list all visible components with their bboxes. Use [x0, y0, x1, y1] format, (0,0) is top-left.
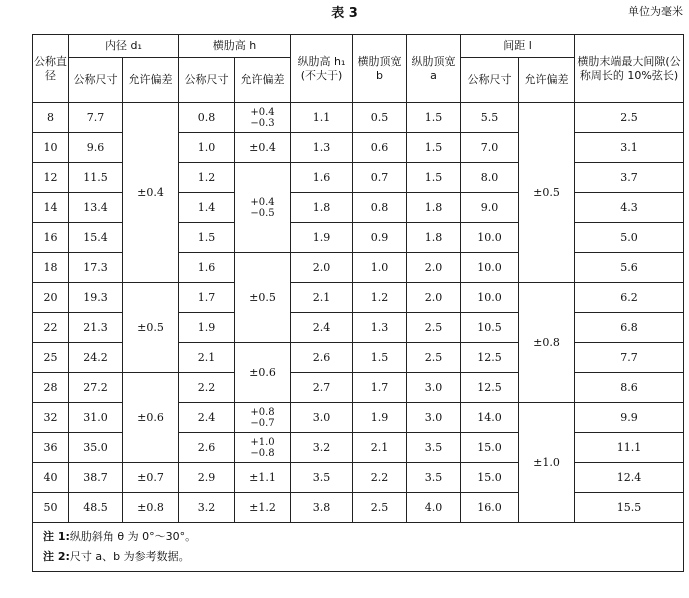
- cell-a: 2.0: [407, 253, 461, 283]
- cell-h1: 1.8: [291, 193, 353, 223]
- cell-h: 2.4: [179, 403, 235, 433]
- note-1: [43, 527, 673, 547]
- cell-diameter: 50: [33, 493, 69, 523]
- cell-a: 3.5: [407, 433, 461, 463]
- cell-h: 1.0: [179, 133, 235, 163]
- cell-a: 1.8: [407, 223, 461, 253]
- header-l-tolerance: 允许偏差: [519, 58, 575, 103]
- table-row: [33, 493, 684, 523]
- cell-a: 2.0: [407, 283, 461, 313]
- cell-l-tolerance: ±0.8: [519, 283, 575, 403]
- cell-h1: 3.8: [291, 493, 353, 523]
- cell-b: 2.2: [353, 463, 407, 493]
- header-d1-tolerance: 允许偏差: [123, 58, 179, 103]
- cell-h1: 1.9: [291, 223, 353, 253]
- cell-h1: 1.1: [291, 103, 353, 133]
- cell-h1: 3.0: [291, 403, 353, 433]
- cell-d1: 35.0: [69, 433, 123, 463]
- table-notes: [33, 523, 684, 572]
- cell-d1: 9.6: [69, 133, 123, 163]
- cell-diameter: 25: [33, 343, 69, 373]
- cell-h1: 3.5: [291, 463, 353, 493]
- cell-a: 3.0: [407, 403, 461, 433]
- cell-h: 3.2: [179, 493, 235, 523]
- cell-b: 0.9: [353, 223, 407, 253]
- cell-b: 1.5: [353, 343, 407, 373]
- cell-gap: 6.2: [575, 283, 684, 313]
- cell-h: 1.2: [179, 163, 235, 193]
- cell-diameter: 40: [33, 463, 69, 493]
- cell-d1: 15.4: [69, 223, 123, 253]
- cell-l: 10.5: [461, 313, 519, 343]
- cell-d1-tolerance: ±0.4: [123, 103, 179, 283]
- table-row: [33, 283, 684, 313]
- header-long-rib-height: [291, 35, 353, 103]
- cell-diameter: 22: [33, 313, 69, 343]
- cell-h-tolerance: ±1.2: [235, 493, 291, 523]
- cell-b: 2.1: [353, 433, 407, 463]
- note-2-label: 注 2:: [43, 550, 70, 563]
- cell-b: 2.5: [353, 493, 407, 523]
- cell-l: 16.0: [461, 493, 519, 523]
- cell-a: 3.5: [407, 463, 461, 493]
- cell-a: 3.0: [407, 373, 461, 403]
- cell-l: 12.5: [461, 373, 519, 403]
- table-title: 表 3: [331, 6, 358, 21]
- cell-l-tolerance: ±0.5: [519, 103, 575, 283]
- cell-gap: 6.8: [575, 313, 684, 343]
- cell-h: 1.4: [179, 193, 235, 223]
- tol-lower: −0.8: [250, 447, 275, 459]
- cell-diameter: 18: [33, 253, 69, 283]
- cell-d1: 48.5: [69, 493, 123, 523]
- header-max-gap: 横肋末端最大间隙(公称周长的 10%弦长): [575, 35, 684, 103]
- header-rib-top-width: 横肋顶宽 b: [353, 35, 407, 103]
- cell-d1-tolerance: ±0.7: [123, 463, 179, 493]
- cell-d1: 11.5: [69, 163, 123, 193]
- cell-d1: 21.3: [69, 313, 123, 343]
- cell-b: 1.0: [353, 253, 407, 283]
- cell-h1: 1.6: [291, 163, 353, 193]
- cell-l: 15.0: [461, 463, 519, 493]
- cell-h1: 2.7: [291, 373, 353, 403]
- cell-h: 2.2: [179, 373, 235, 403]
- cell-b: 1.9: [353, 403, 407, 433]
- tol-upper: +0.4: [250, 196, 275, 208]
- rebar-dimension-table: [32, 34, 684, 572]
- cell-h-tolerance: ±0.5: [235, 253, 291, 343]
- cell-h1: 2.0: [291, 253, 353, 283]
- cell-a: 1.8: [407, 193, 461, 223]
- table-row: [33, 463, 684, 493]
- cell-h: 2.6: [179, 433, 235, 463]
- cell-l: 14.0: [461, 403, 519, 433]
- cell-h: 1.9: [179, 313, 235, 343]
- cell-d1: 27.2: [69, 373, 123, 403]
- cell-d1: 7.7: [69, 103, 123, 133]
- header-long-rib-height-note: (不大于): [300, 68, 343, 82]
- cell-h-tolerance: [235, 403, 291, 433]
- cell-gap: 3.1: [575, 133, 684, 163]
- cell-h1: 2.6: [291, 343, 353, 373]
- cell-h1: 1.3: [291, 133, 353, 163]
- note-2-text: 尺寸 a、b 为参考数据。: [69, 550, 190, 563]
- table-row: [33, 373, 684, 403]
- cell-diameter: 8: [33, 103, 69, 133]
- cell-h-tolerance: ±1.1: [235, 463, 291, 493]
- cell-b: 0.6: [353, 133, 407, 163]
- cell-gap: 7.7: [575, 343, 684, 373]
- cell-h: 2.1: [179, 343, 235, 373]
- tol-upper: +0.8: [250, 406, 275, 418]
- cell-l-tolerance: ±1.0: [519, 403, 575, 523]
- cell-b: 1.3: [353, 313, 407, 343]
- cell-diameter: 20: [33, 283, 69, 313]
- cell-h1: 3.2: [291, 433, 353, 463]
- cell-h-tolerance: [235, 103, 291, 133]
- cell-gap: 3.7: [575, 163, 684, 193]
- cell-h: 1.6: [179, 253, 235, 283]
- cell-gap: 5.6: [575, 253, 684, 283]
- cell-a: 2.5: [407, 313, 461, 343]
- header-h-nominal: 公称尺寸: [179, 58, 235, 103]
- cell-l: 10.0: [461, 283, 519, 313]
- cell-b: 0.7: [353, 163, 407, 193]
- cell-h1: 2.4: [291, 313, 353, 343]
- cell-diameter: 10: [33, 133, 69, 163]
- header-d1-nominal: 公称尺寸: [69, 58, 123, 103]
- cell-gap: 15.5: [575, 493, 684, 523]
- table-caption: [0, 2, 689, 24]
- cell-h-tolerance: [235, 163, 291, 253]
- header-long-rib-height-label: 纵肋高 h₁: [297, 54, 346, 68]
- cell-d1: 19.3: [69, 283, 123, 313]
- unit-label: 单位为毫米: [628, 5, 683, 18]
- cell-l: 15.0: [461, 433, 519, 463]
- cell-l: 9.0: [461, 193, 519, 223]
- note-1-label: 注 1:: [43, 530, 70, 543]
- cell-h1: 2.1: [291, 283, 353, 313]
- cell-l: 10.0: [461, 223, 519, 253]
- cell-diameter: 28: [33, 373, 69, 403]
- cell-diameter: 14: [33, 193, 69, 223]
- header-long-rib-top-width: 纵肋顶宽 a: [407, 35, 461, 103]
- cell-gap: 12.4: [575, 463, 684, 493]
- note-2: [43, 547, 673, 567]
- header-rib-height: 横肋高 h: [179, 35, 291, 58]
- cell-l: 5.5: [461, 103, 519, 133]
- cell-d1: 13.4: [69, 193, 123, 223]
- cell-b: 0.5: [353, 103, 407, 133]
- tol-lower: −0.3: [250, 117, 275, 129]
- header-inner-diameter: 内径 d₁: [69, 35, 179, 58]
- cell-gap: 11.1: [575, 433, 684, 463]
- cell-h: 0.8: [179, 103, 235, 133]
- cell-l: 8.0: [461, 163, 519, 193]
- cell-d1: 31.0: [69, 403, 123, 433]
- tol-upper: +0.4: [250, 106, 275, 118]
- header-h-tolerance: 允许偏差: [235, 58, 291, 103]
- cell-h: 2.9: [179, 463, 235, 493]
- tol-lower: −0.5: [250, 207, 275, 219]
- cell-d1-tolerance: ±0.6: [123, 373, 179, 463]
- cell-d1: 17.3: [69, 253, 123, 283]
- cell-b: 1.7: [353, 373, 407, 403]
- cell-b: 0.8: [353, 193, 407, 223]
- cell-l: 10.0: [461, 253, 519, 283]
- cell-h: 1.5: [179, 223, 235, 253]
- cell-l: 7.0: [461, 133, 519, 163]
- cell-diameter: 16: [33, 223, 69, 253]
- header-l-nominal: 公称尺寸: [461, 58, 519, 103]
- table-row: [33, 103, 684, 133]
- cell-a: 1.5: [407, 133, 461, 163]
- cell-a: 2.5: [407, 343, 461, 373]
- cell-d1: 38.7: [69, 463, 123, 493]
- cell-diameter: 32: [33, 403, 69, 433]
- header-nominal-diameter: 公称直径: [33, 35, 69, 103]
- tol-upper: +1.0: [250, 436, 275, 448]
- cell-h-tolerance: ±0.4: [235, 133, 291, 163]
- cell-gap: 4.3: [575, 193, 684, 223]
- cell-gap: 8.6: [575, 373, 684, 403]
- cell-h: 1.7: [179, 283, 235, 313]
- cell-gap: 2.5: [575, 103, 684, 133]
- cell-diameter: 36: [33, 433, 69, 463]
- cell-d1-tolerance: ±0.8: [123, 493, 179, 523]
- cell-d1: 24.2: [69, 343, 123, 373]
- cell-d1-tolerance: ±0.5: [123, 283, 179, 373]
- cell-gap: 9.9: [575, 403, 684, 433]
- header-spacing: 间距 l: [461, 35, 575, 58]
- cell-b: 1.2: [353, 283, 407, 313]
- cell-gap: 5.0: [575, 223, 684, 253]
- cell-h-tolerance: [235, 433, 291, 463]
- cell-l: 12.5: [461, 343, 519, 373]
- tol-lower: −0.7: [250, 417, 275, 429]
- cell-a: 1.5: [407, 163, 461, 193]
- cell-a: 1.5: [407, 103, 461, 133]
- cell-h-tolerance: ±0.6: [235, 343, 291, 403]
- cell-diameter: 12: [33, 163, 69, 193]
- note-1-text: 纵肋斜角 θ 为 0°～30°。: [69, 530, 197, 543]
- cell-a: 4.0: [407, 493, 461, 523]
